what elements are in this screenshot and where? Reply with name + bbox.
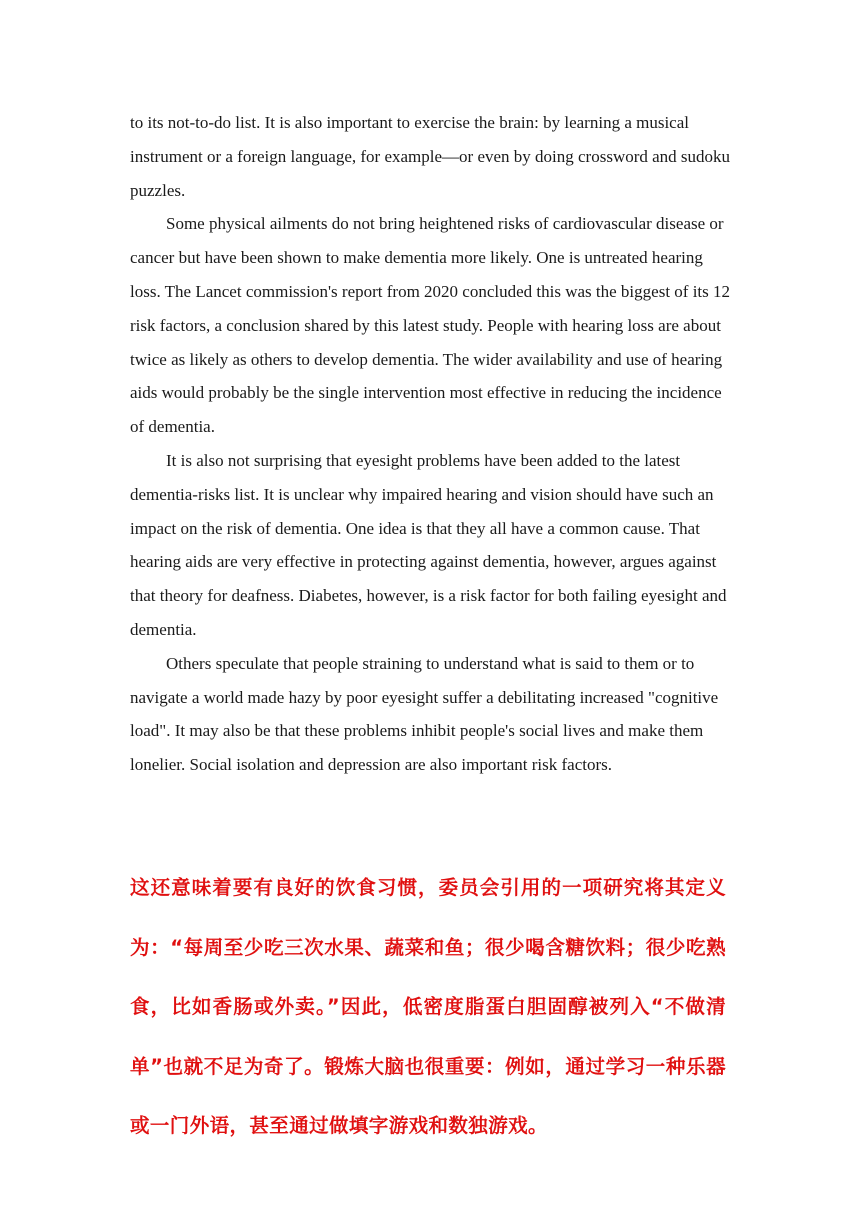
paragraph-cognitive-load: Others speculate that people straining to understand what is said to them or to navigate a world made hazy by poor eyesight suffer a debilitating increased "cognitive load". It may also be that these problems inhibit people's social lives and make them lonelier. Social isolation and depression are also important risk factors. <box>130 653 719 775</box>
chinese-translation-text: 这还意味着要有良好的饮食习惯，委员会引用的一项研究将其定义为：“每周至少吃三次水果、蔬菜和鱼；很少喝含糖饮料；很少吃熟食，比如香肠或外卖。”因此，低密度脂蛋白胆固醇被列入“不做清单”也就不足为奇了。锻炼大脑也很重要：例如，通过学习一种乐器或一门外语，甚至通过做填字游戏和数独游戏。 <box>130 876 726 1137</box>
paragraph-eyesight: It is also not surprising that eyesight problems have been added to the latest dementia-risks list. It is unclear why impaired hearing and vision should have such an impact on the risk of dementia. One idea is that they all have a common cause. That hearing aids are very effective in protecting against dementia, however, argues against that theory for deafness. Diabetes, however, is a risk factor for both failing eyesight and dementia. <box>130 450 727 639</box>
paragraph-hearing-loss: Some physical ailments do not bring heightened risks of cardiovascular disease or cancer but have been shown to make dementia more likely. One is untreated hearing loss. The Lancet commission's report from 2020 concluded this was the biggest of its 12 risk factors, a conclusion shared by this latest study. People with hearing loss are about twice as likely as others to develop dementia. The wider availability and use of hearing aids would probably be the single intervention most effective in reducing the incidence of dementia. <box>130 214 731 437</box>
paragraph-continuation: to its not-to-do list. It is also important to exercise the brain: by learning a musical instrument or a foreign language, for example—or even by doing crossword and sudoku puzzles. <box>130 113 731 200</box>
english-article-body <box>130 106 734 782</box>
chinese-translation-block <box>130 858 726 1156</box>
